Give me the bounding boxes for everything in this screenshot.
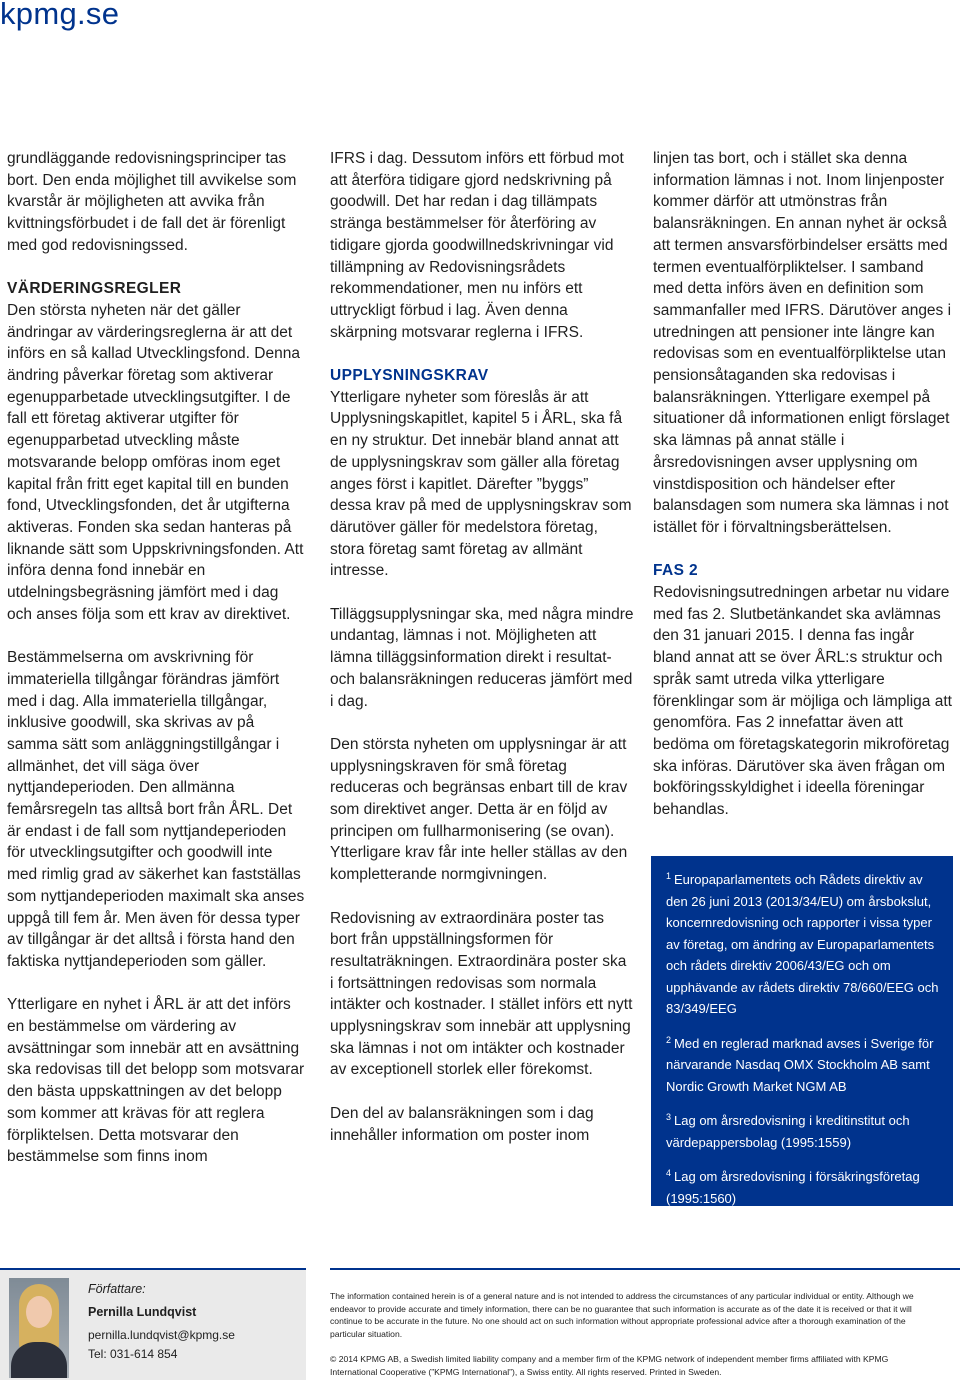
paragraph-text: Den största nyheten när det gäller ändringar av värderingsreglerna är att det införs en så kallad Utvecklingsfond. Denna ändring påverkar företag som aktiverar egenupparbetade utvecklingsutgifter. I de fall ett företag aktiverar utgifter för egenupparbetad utveckling måste motsvarande belopp omföras inom eget kapital från fritt eget kapital till en bunden fond, Utvecklingsfonden, det år utgifterna aktiveras. Fonden ska sedan hanteras på liknande sätt som Uppskrivningsfonden. Att införa denna fond innebär en utdelningsbegräsning jämfört med i dag och anses följa som ett krav av direktivet. [7,301,304,623]
author-name: Pernilla Lundqvist [88,1305,197,1319]
article-column-3 [653,148,955,842]
paragraph: linjen tas bort, och i stället ska denna information lämnas i not. Inom linjenposter kommer därför att utmönstras från balansräkningen. En annan nyhet är också att termen ansvarsförbindelser ersätts med termen eventualförpliktelser. I samband med detta införs även en definition som sammanfaller med IFRS. Därutöver anges i utredningen att pensioner inte längre kan redovisas som en eventualförpliktelse utan pensionsåtaganden ska redovisas i balansräkningen. Ytterligare exempel på situationer då informationen enligt förslaget ska lämnas på annat ställe i årsredovisningen avser upplysning om vinstdisposition och händelser efter balansdagen som numera ska lämnas i not istället för i förvaltningsberättelsen. [653,150,952,536]
copyright-text: © 2014 KPMG AB, a Swedish limited liability company and a member firm of the KPMG network of independent member firms affiliated with KPMG International Cooperative (”KPMG International”), a Swiss entity. All rights reserved. Printed in Sweden. [330,1354,889,1377]
article-column-2 [330,148,634,1168]
footnotes-box [651,856,953,1206]
paragraph: Bestämmelserna om avskrivning för immateriella tillgångar förändras jämfört med i dag. Alla immateriella tillgångar, inklusive goodwill, ska skrivas av på samma sätt som anläggningstillgångar i allmänhet, det vill säga över nyttjandeperioden. Den allmänna femårsregeln tas alltså bort från ÅRL. Det är endast i de fall som nyttjandeperioden för utvecklingsutgifter och goodwill inte med rimlig grad av säkerhet kan fastställas som nyttjandeperioden maximalt ska anses uppgå till fem år. Men även för dessa typer av tillgångar är det alltså i första hand den faktiska nyttjandeperioden som gäller. [7,649,305,970]
paragraph: Tilläggsupplysningar ska, med några mindre undantag, lämnas i not. Möjligheten att lämna tilläggsinformation direkt i resultat- och balansräkningen reduceras jämfört med i dag. [330,605,634,710]
paragraph [7,278,305,625]
footnote-number: 2 [666,1034,672,1045]
footnote [666,1163,943,1209]
author-label: Författare: [88,1282,146,1296]
section-heading: FAS 2 [653,562,699,580]
footnote [666,1030,943,1098]
paragraph: grundläggande redovisningsprinciper tas bort. Den enda möjlighet till avvikelse som kvarstår är möjligheten att avvika från kvittningsförbudet i de fall det är förenligt med god redovisningssed. [7,150,297,254]
paragraph: Den största nyheten om upplysningar är att upplysningskraven för små företag reduceras och begränsas enbart till de krav som direktivet anger. Detta är en följd av principen om fullharmonisering (se ovan). Ytterligare krav får inte heller ställas av den kompletterande normgivningen. [330,735,628,884]
footnote-number: 1 [666,871,672,881]
paragraph: Ytterligare en nyhet i ÅRL är att det införs en bestämmelse om värdering av avsättningar som innebär att en avsättning ska redovisas till det belopp som motsvarar den bästa uppskattningen av det belopp som kommer att krävas för att reglera förpliktelsen. Detta motsvarar den bestämmelse som finns inom [7,996,305,1166]
paragraph-text: Ytterligare nyheter som föreslås är att Upplysningskapitlet, kapitel 5 i ÅRL, ska få en ny struktur. Det innebär bland annat att de upplysningskrav som gäller alla företag anges först i kapitlet. Därefter ”byggs” dessa krav på med de upplysningskrav som därutöver gäller för medelstora företag, stora företag samt företag av allmänt intresse. [330,388,632,580]
article-column-1 [7,148,305,1190]
section-heading: VÄRDERINGSREGLER [7,280,182,298]
footnote-text: Lag om årsredovisning i försäkringsföretag (1995:1560) [666,1169,920,1206]
section-heading: UPPLYSNINGSKRAV [330,367,489,385]
footnote-number: 3 [666,1112,672,1122]
disclaimer-text: The information contained herein is of a general nature and is not intended to address the circumstances of any particular individual or entity. Although we endeavor to provide accurate and timely information, there can be no guarantee that such information is accurate as of the date it is received or that it will continue to be accurate in the future. No one should act on such information without appropriate professional advice after a thorough examination of the particular situation. [330,1291,914,1339]
footnote-text: Europaparlamentets och Rådets direktiv av den 26 juni 2013 (2013/34/EU) om årsbokslut, koncernredovisning och rapporter i vissa typer av företag, om ändring av Europaparlamentets och rådets direktiv 2006/43/EG och om upphävande av rådets direktiv 78/660/EEG och 83/349/EEG [666,872,939,1016]
author-email-link[interactable]: pernilla.lundqvist@kpmg.se [88,1328,235,1342]
brand-logo-text: kpmg.se [0,0,120,31]
footnote [666,1107,943,1153]
author-photo [9,1278,69,1378]
paragraph [330,365,634,582]
footer-divider [330,1268,960,1270]
paragraph-text: Redovisningsutredningen arbetar nu vidare med fas 2. Slutbetänkandet ska avlämnas den 31 januari 2015. I denna fas ingår bland annat att se över ÅRL:s struktur och språk samt utreda vilka ytterligare förenklingar som är möjliga och lämpliga att genomföra. Fas 2 innefattar även att bedöma om företagskategorin mikroföretag ska införas. Därutöver ska även frågan om bokföringsskyldighet i ideella föreningar behandlas. [653,584,952,819]
paragraph [653,560,955,820]
footnote-text: Lag om årsredovisning i kreditinstitut och värdepappersbolag (1995:1559) [666,1113,910,1150]
author-phone: Tel: 031-614 854 [88,1347,178,1361]
author-box [0,1270,306,1380]
footnote-number: 4 [666,1168,672,1178]
paragraph: IFRS i dag. Dessutom införs ett förbud mot att återföra tidigare gjord nedskrivning på goodwill. Det har redan i dag tillämpats stränga bestämmelser för återföring av tidigare gjorda goodwillnedskrivningar vid tillämpning av Redovisningsrådets rekommendationer, men nu införs ett uttryckligt förbud i lag. Även denna skärpning motsvarar reglerna i IFRS. [330,150,624,341]
paragraph: Den del av balansräkningen som i dag innehåller information om poster inom [330,1104,594,1144]
footnote-text: Med en reglerad marknad avses i Sverige för närvarande Nasdaq OMX Stockholm AB samt Nordic Growth Market NGM AB [666,1035,934,1094]
paragraph: Redovisning av extraordinära poster tas bort från uppställningsformen för resultaträkningen. Extraordinära poster ska i fortsättningen redovisas som normala intäkter och kostnader. I stället införs ett nytt upplysningskrav som innebär att upplysning ska lämnas i not om intäkter och kostnader av exceptionell storlek eller förekomst. [330,909,633,1079]
footnote [666,866,943,1020]
